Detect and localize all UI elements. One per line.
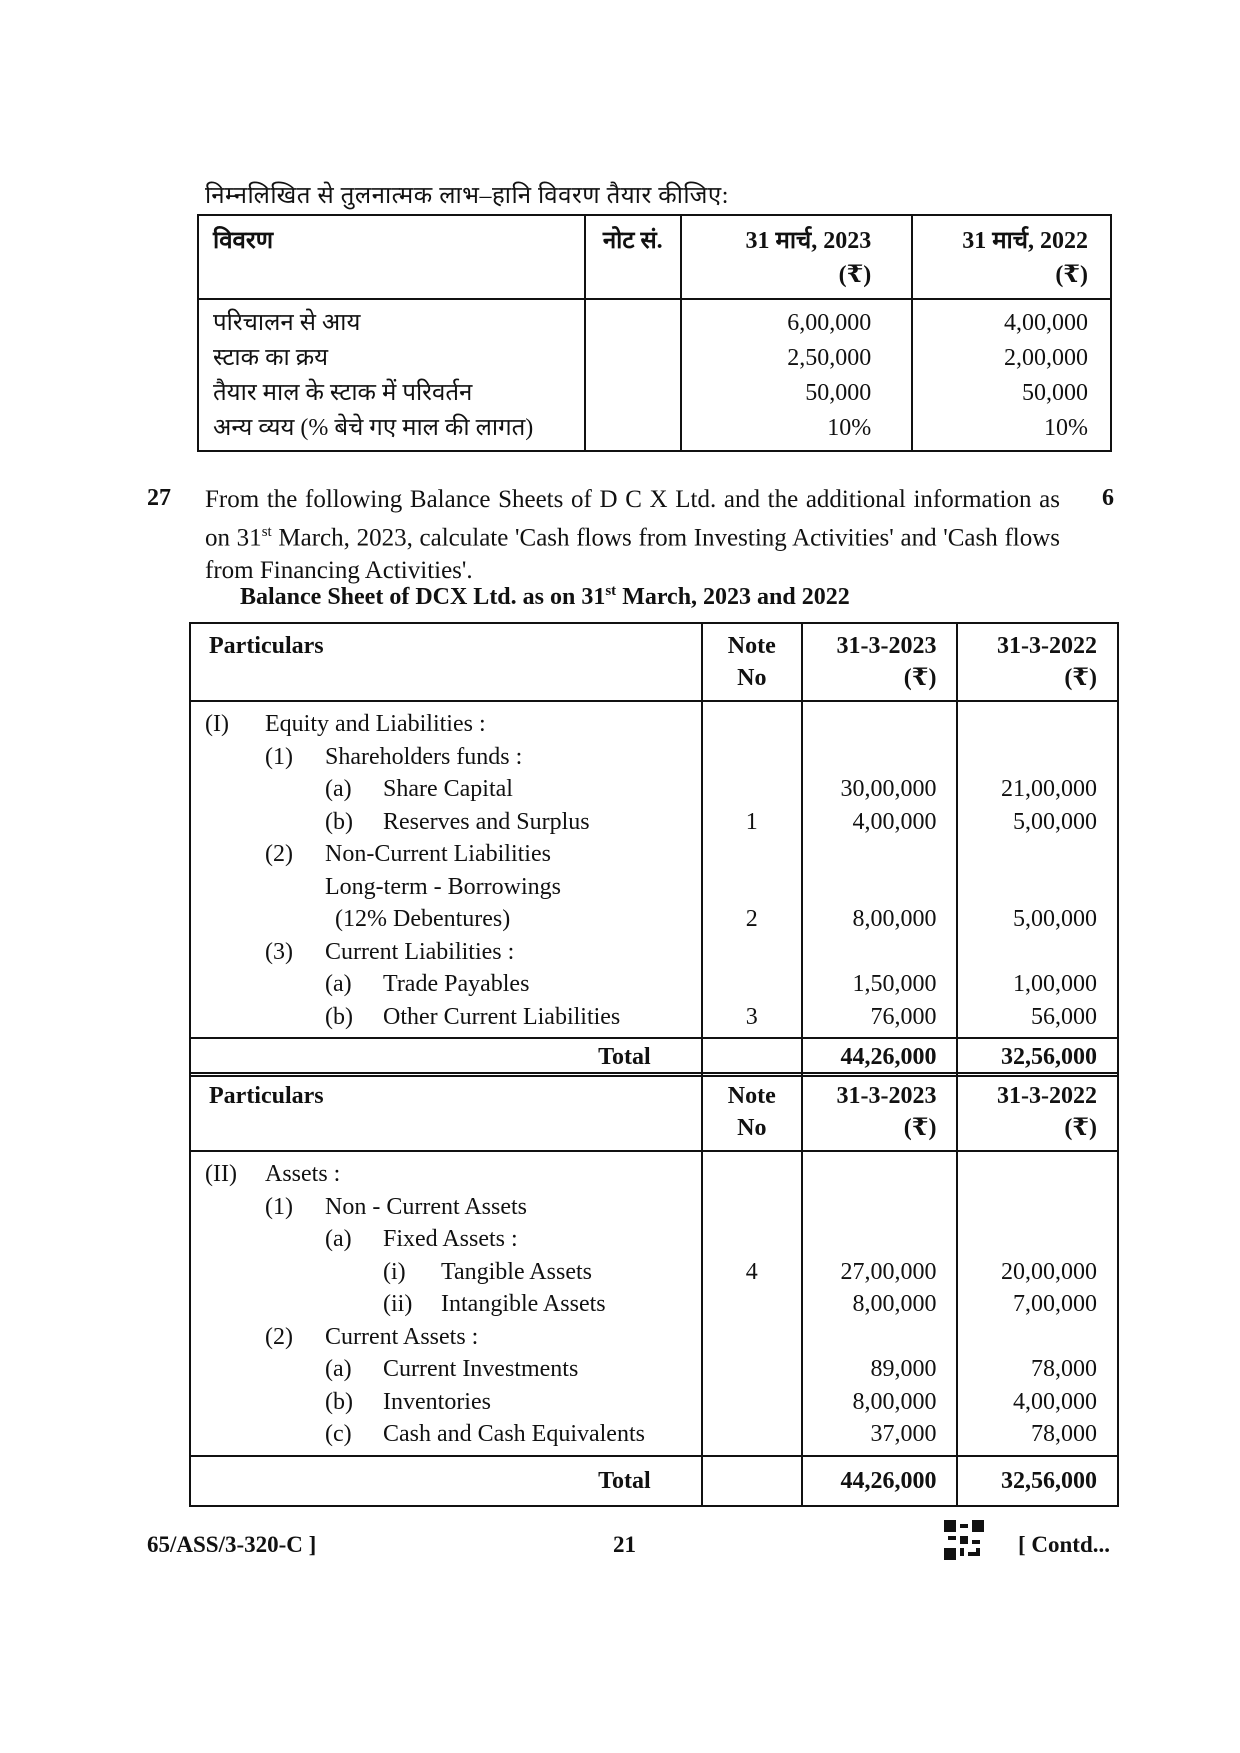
- hindi-instruction: निम्नलिखित से तुलनात्मक लाभ–हानि विवरण तैयार कीजिए:: [205, 183, 729, 209]
- values-2023: 27,00,000 8,00,000 89,000 8,00,000 37,000: [802, 1151, 958, 1456]
- list-item: (ii) Intangible Assets: [383, 1291, 606, 1317]
- assets-body: [190, 1151, 1118, 1456]
- question-number: 27: [147, 485, 171, 511]
- list-item: (b) Inventories: [325, 1388, 491, 1415]
- continued-note: [ Contd...: [1018, 1532, 1111, 1557]
- row-label: परिचालन से आय: [213, 310, 361, 336]
- header-note-no: Note No: [702, 623, 802, 701]
- values-2022: [912, 299, 1111, 451]
- assets-table: [189, 1072, 1119, 1507]
- list-item: (c) Cash and Cash Equivalents: [325, 1421, 645, 1447]
- list-item: (3) Current Liabilities :: [265, 938, 515, 965]
- qr-code-icon: [944, 1520, 984, 1560]
- list-item: (2) Non-Current Liabilities: [265, 841, 551, 867]
- header-note: नोट सं.: [585, 215, 681, 299]
- header-particulars: विवरण: [198, 215, 585, 299]
- values-2022: 21,00,000 5,00,000 5,00,000 1,00,000 56,000: [957, 701, 1118, 1038]
- value: 50,000: [1022, 380, 1088, 406]
- note-cell: [702, 1456, 802, 1506]
- list-item: (b) Reserves and Surplus: [325, 808, 590, 835]
- total-label: Total: [190, 1456, 702, 1506]
- header-2023: 31-3-2023 (₹): [802, 623, 958, 701]
- row-label: स्टाक का क्रय: [213, 345, 329, 371]
- note-cell: 1 2 3: [702, 701, 802, 1038]
- values-2023: 30,00,000 4,00,000 8,00,000 1,50,000 76,000: [802, 701, 958, 1038]
- header-2023: 31-3-2023 (₹): [802, 1073, 958, 1151]
- total-label: Total: [190, 1038, 702, 1076]
- value: 6,00,000: [787, 310, 872, 336]
- total-2022: 32,56,000: [957, 1456, 1118, 1506]
- page-number: 21: [613, 1532, 636, 1557]
- header-note-no: Note No: [702, 1073, 802, 1151]
- note-cell: 4: [702, 1151, 802, 1456]
- row-label: तैयार माल के स्टाक में परिवर्तन: [213, 380, 473, 406]
- particulars-cell: [198, 299, 585, 451]
- value: 50,000: [805, 380, 872, 406]
- list-item: (b) Other Current Liabilities: [325, 1003, 621, 1030]
- paper-code: 65/ASS/3-320-C ]: [147, 1532, 317, 1557]
- total-2023: 44,26,000: [802, 1038, 958, 1076]
- list-item: (a) Share Capital: [325, 776, 513, 802]
- values-2022: 20,00,000 7,00,000 78,000 4,00,000 78,000: [957, 1151, 1118, 1456]
- value: 10%: [827, 415, 872, 441]
- value: 2,00,000: [1004, 345, 1088, 371]
- total-row: [190, 1038, 1118, 1076]
- particulars-cell: [190, 1151, 702, 1456]
- liabilities-table: [189, 622, 1119, 1077]
- question-marks: 6: [1102, 485, 1114, 511]
- note-cell: [585, 299, 681, 451]
- balance-sheet-title: Balance Sheet of DCX Ltd. as on 31st March, 2023 and 2022: [240, 583, 850, 610]
- header-2022: 31-3-2022 (₹): [957, 623, 1118, 701]
- question-text: From the following Balance Sheets of D C X Ltd. and the additional information as on 31st March, 2023, calculate 'Cash flows from Investing Activities' and 'Cash flows from Financing Activities'.: [205, 486, 1060, 585]
- values-2023: [681, 299, 913, 451]
- list-item: (1) Shareholders funds :: [265, 743, 523, 770]
- comparative-pl-table: [197, 214, 1112, 452]
- list-item: (I) Equity and Liabilities :: [205, 711, 486, 737]
- list-item: Long-term - Borrowings: [325, 873, 561, 900]
- list-item: (a) Fixed Assets :: [325, 1226, 518, 1252]
- total-2023: 44,26,000: [802, 1456, 958, 1506]
- value: 2,50,000: [787, 345, 872, 371]
- header-particulars: Particulars: [190, 623, 702, 701]
- row-label: अन्य व्यय (% बेचे गए माल की लागत): [213, 415, 534, 441]
- note-cell: [702, 1038, 802, 1076]
- header-2022: 31 मार्च, 2022 (₹): [912, 215, 1111, 299]
- header-2022: 31-3-2022 (₹): [957, 1073, 1118, 1151]
- total-2022: 32,56,000: [957, 1038, 1118, 1076]
- liabilities-body: [190, 701, 1118, 1038]
- list-item: (1) Non - Current Assets: [265, 1193, 527, 1220]
- table-body: [198, 299, 1111, 451]
- total-row: [190, 1456, 1118, 1506]
- list-item: (a) Trade Payables: [325, 971, 530, 997]
- list-item: (i) Tangible Assets: [383, 1258, 592, 1285]
- list-item: (II) Assets :: [205, 1161, 341, 1187]
- header-particulars: Particulars: [190, 1073, 702, 1151]
- particulars-cell: [190, 701, 702, 1038]
- list-item: (a) Current Investments: [325, 1356, 579, 1382]
- list-item: (2) Current Assets :: [265, 1323, 479, 1350]
- header-2023: 31 मार्च, 2023 (₹): [681, 215, 913, 299]
- value: 10%: [1044, 415, 1088, 441]
- list-item: (12% Debentures): [335, 906, 511, 932]
- value: 4,00,000: [1004, 310, 1088, 336]
